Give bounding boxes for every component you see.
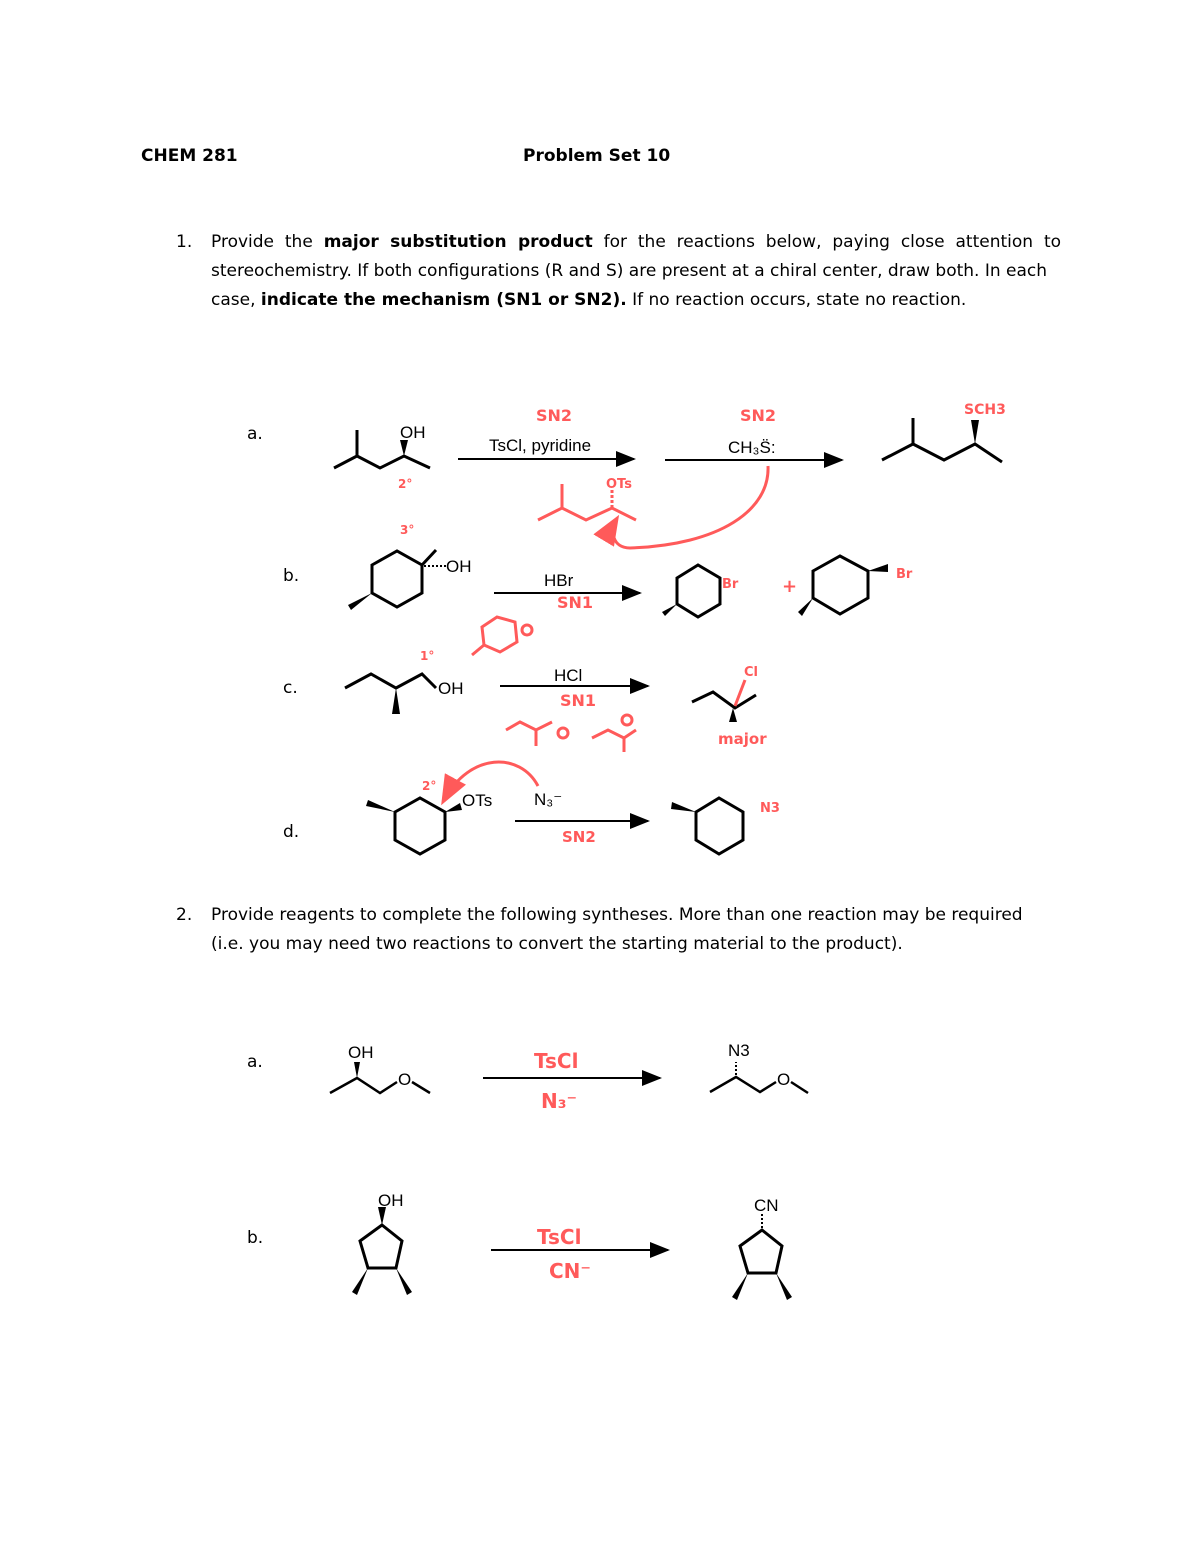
q2a-reagent-2: N₃⁻ [541, 1089, 578, 1113]
q2b-oh: OH [378, 1191, 404, 1210]
q1c-reactant [345, 674, 436, 688]
q2-text: Provide reagents to complete the following syntheses. More than one reaction may be required (i.e. you may need two reactions to convert the starting material to the product). [211, 905, 1023, 954]
q1d-nuc: N₃⁻ [534, 790, 563, 809]
q2a-o: O [398, 1070, 412, 1089]
q1d-lg: OTs [462, 791, 493, 810]
q1c-product [692, 692, 756, 708]
q1a-ann-1: SN2 [536, 406, 573, 425]
q1a-oh: OH [400, 423, 426, 442]
q2a-reactant [330, 1078, 430, 1093]
q1a-reagent-1: TsCl, pyridine [489, 436, 592, 455]
q1a-int-sub: OTs [606, 477, 632, 492]
q2a-prod-o: O [777, 1070, 791, 1089]
q1b-prod-2-sub: Br [896, 567, 913, 582]
q1d-prod-sub: N3 [760, 801, 780, 816]
q1a-degree: 2° [398, 477, 413, 491]
q2b-reagent-1: TsCl [537, 1225, 582, 1249]
q1d-ann: SN2 [562, 828, 596, 846]
q2b-reactant [360, 1225, 402, 1268]
q1b-reagent: HBr [544, 571, 574, 590]
q2a-product [710, 1077, 808, 1093]
q2-number: 2. [176, 905, 193, 925]
problem-set-title: Problem Set 10 [523, 146, 671, 166]
q1d-reactant [395, 798, 445, 854]
q1a-intermediate [538, 466, 768, 548]
q1-text: Provide the major substitution product for the reactions below, paying close attention to stereochemistry. If both configurations (R and S) are present at a chiral center, draw both. In each case, indicate the mechanism (SN1 or SN2). If no reaction occurs, state no reaction. [211, 232, 1062, 310]
q1a-wedge-bond [400, 440, 408, 456]
q1d-product [696, 798, 743, 854]
q1a-product [882, 418, 1002, 462]
q1c-ann: SN1 [560, 691, 597, 710]
q1c-label: c. [283, 678, 298, 698]
q1b-reactant [372, 550, 436, 607]
q1b-product-2 [813, 556, 868, 614]
q1b-plus: + [782, 576, 798, 597]
q1c-prod-sub: Cl [744, 665, 758, 680]
q1b-product-1 [677, 565, 720, 617]
q2a-prod-sub: N3 [728, 1041, 750, 1060]
q2a-reagent-1: TsCl [534, 1049, 579, 1073]
q1c-major: major [718, 730, 767, 748]
q1a-label: a. [247, 424, 263, 444]
q1c-rearrangement [506, 715, 636, 752]
q2b-product [740, 1230, 782, 1273]
q1a-reagent-2: CH₃S̈: [728, 438, 776, 457]
q1a-product-sub: SCH3 [964, 402, 1006, 418]
q1b-label: b. [283, 566, 300, 586]
q1c-reagent: HCl [554, 666, 583, 685]
q1b-ann: SN1 [557, 593, 594, 612]
q1b-degree: 3° [400, 523, 415, 537]
q1d-label: d. [283, 822, 300, 842]
q1b-prod-1-sub: Br [722, 577, 739, 592]
q1b-carbocation [472, 617, 532, 655]
q2a-oh: OH [348, 1043, 374, 1062]
course-code: CHEM 281 [141, 146, 238, 166]
q1a-ann-2: SN2 [740, 406, 777, 425]
q2b-label: b. [247, 1228, 264, 1248]
q1c-oh: OH [438, 679, 464, 698]
q2b-reagent-2: CN⁻ [549, 1259, 591, 1283]
q2a-label: a. [247, 1052, 263, 1072]
q1c-degree: 1° [420, 649, 435, 663]
q1b-oh: OH [446, 557, 472, 576]
q2b-prod-sub: CN [754, 1196, 779, 1215]
q1d-degree: 2° [422, 779, 437, 793]
q1-number: 1. [176, 232, 193, 252]
